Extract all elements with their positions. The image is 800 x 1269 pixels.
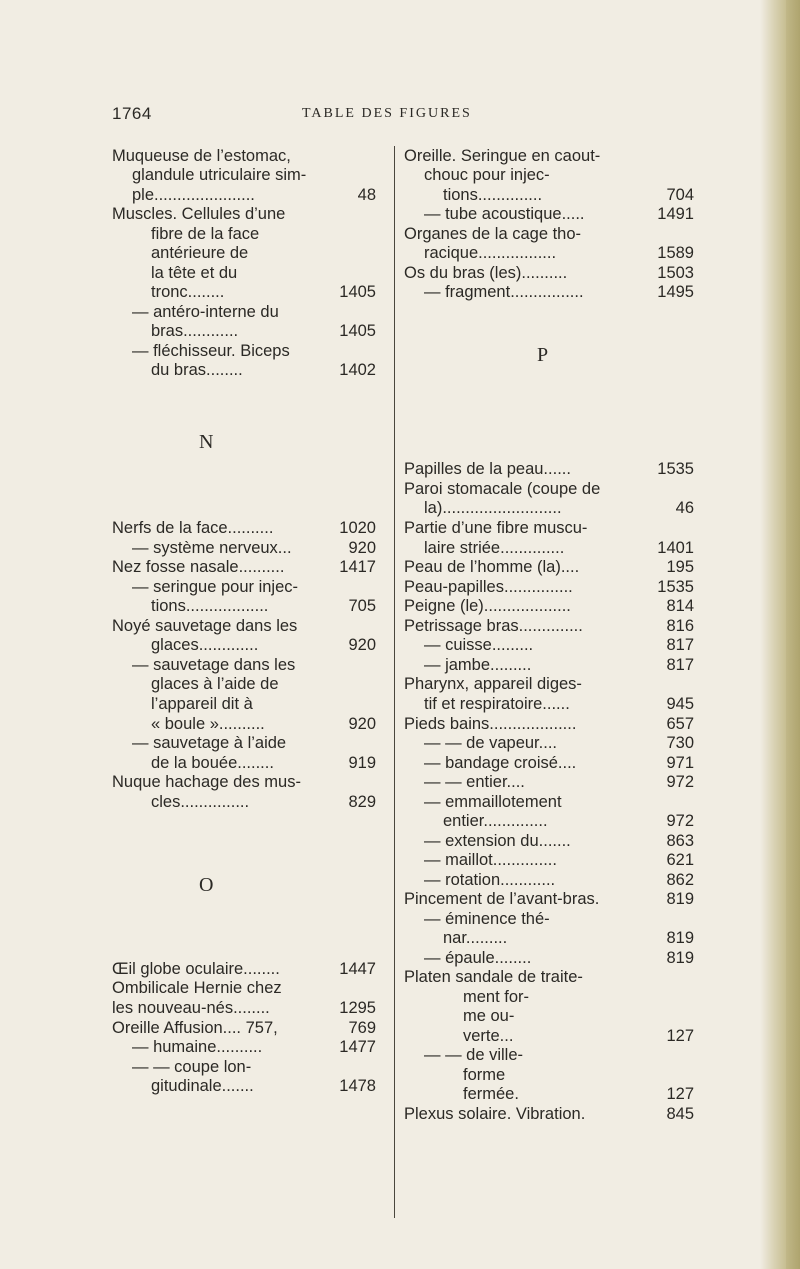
index-entry-text: Nez fosse nasale.......... <box>112 558 285 576</box>
index-entry-page-number: 1535 <box>657 460 694 478</box>
index-entry-text: Paroi stomacale (coupe de <box>404 480 601 498</box>
index-entry-text: Oreille. Seringue en caout- <box>404 147 601 165</box>
index-entry-text: — sauvetage dans les <box>132 656 296 674</box>
index-entry-text: — — de ville- <box>424 1046 524 1064</box>
index-entry-page-number: 1589 <box>657 244 694 262</box>
index-entry-text: la tête et du <box>151 264 238 282</box>
index-entry-text: du bras........ <box>151 361 243 379</box>
index-entry-page-number: 814 <box>666 597 694 615</box>
index-entry-text: Plexus solaire. Vibration. <box>404 1105 586 1123</box>
index-entry-text: laire striée.............. <box>424 539 565 557</box>
index-entry-text: bras............ <box>151 322 239 340</box>
index-entry-text: la).......................... <box>424 499 562 517</box>
index-entry-text: racique................. <box>424 244 557 262</box>
index-entry-text: cles............... <box>151 793 250 811</box>
index-entry-page-number: 920 <box>348 539 376 557</box>
index-entry-text: Petrissage bras.............. <box>404 617 583 635</box>
page-edge-binding <box>786 0 800 1269</box>
index-entry-text: Ombilicale Hernie chez <box>112 979 282 997</box>
index-entry-text: — fléchisseur. Biceps <box>132 342 290 360</box>
index-entry-text: — tube acoustique..... <box>424 205 585 223</box>
index-entry-page-number: 819 <box>666 890 694 908</box>
index-entry-text: les nouveau-nés........ <box>112 999 270 1017</box>
index-entry-text: ment for- <box>463 988 530 1006</box>
index-entry-page-number: 1477 <box>339 1038 376 1056</box>
running-title: TABLE DES FIGURES <box>302 106 472 121</box>
index-entry-page-number: 845 <box>666 1105 694 1123</box>
section-letter: N <box>199 431 214 453</box>
index-entry-text: Peigne (le)................... <box>404 597 571 615</box>
index-entry-page-number: 863 <box>666 832 694 850</box>
index-entry-page-number: 971 <box>666 754 694 772</box>
index-entry-text: Pincement de l’avant-bras. <box>404 890 600 908</box>
index-entry-text: — bandage croisé.... <box>424 754 577 772</box>
index-entry-page-number: 819 <box>666 949 694 967</box>
index-entry-text: — antéro-interne du <box>132 303 279 321</box>
index-entry-text: Œil globe oculaire........ <box>112 960 280 978</box>
index-entry-page-number: 1020 <box>339 519 376 537</box>
index-entry-text: — maillot.............. <box>424 851 557 869</box>
index-entry-text: antérieure de <box>151 244 249 262</box>
section-letter: O <box>199 874 214 896</box>
index-entry-text: glaces à l’aide de <box>151 675 279 693</box>
index-entry-text: — sauvetage à l’aide <box>132 734 287 752</box>
index-entry-page-number: 1405 <box>339 283 376 301</box>
index-entry-page-number: 657 <box>666 715 694 733</box>
index-entry-text: — seringue pour injec- <box>132 578 298 596</box>
index-entry-text: Muscles. Cellules d’une <box>112 205 286 223</box>
index-entry-page-number: 972 <box>666 812 694 830</box>
index-entry-page-number: 1503 <box>657 264 694 282</box>
index-entry-page-number: 705 <box>348 597 376 615</box>
index-entry-text: Pharynx, appareil diges- <box>404 675 582 693</box>
index-entry-page-number: 127 <box>666 1027 694 1045</box>
index-entry-text: Organes de la cage tho- <box>404 225 582 243</box>
index-entry-page-number: 1495 <box>657 283 694 301</box>
index-entry-page-number: 1401 <box>657 539 694 557</box>
index-entry-text: verte... <box>463 1027 514 1045</box>
index-entry-text: — fragment................ <box>424 283 584 301</box>
index-entry-text: Peau de l’homme (la).... <box>404 558 580 576</box>
index-entry-page-number: 1491 <box>657 205 694 223</box>
index-entry-text: Oreille Affusion.... 757, <box>112 1019 278 1037</box>
index-entry-page-number: 195 <box>666 558 694 576</box>
index-entry-text: — extension du....... <box>424 832 571 850</box>
index-entry-text: gitudinale....... <box>151 1077 254 1095</box>
index-entry-page-number: 704 <box>666 186 694 204</box>
index-entry-page-number: 48 <box>357 186 376 204</box>
index-entry-page-number: 920 <box>348 636 376 654</box>
index-entry-text: tronc........ <box>151 283 225 301</box>
index-entry-text: glaces............. <box>151 636 259 654</box>
index-entry-text: Nuque hachage des mus- <box>112 773 301 791</box>
index-entry-text: — système nerveux... <box>132 539 292 557</box>
index-entry-page-number: 730 <box>666 734 694 752</box>
index-entry-page-number: 127 <box>666 1085 694 1103</box>
index-entry-page-number: 919 <box>348 754 376 772</box>
index-entry-text: Partie d’une fibre muscu- <box>404 519 588 537</box>
index-entry-text: fermée. <box>463 1085 519 1103</box>
column-divider <box>394 146 395 1218</box>
index-entry-text: tif et respiratoire...... <box>424 695 570 713</box>
index-entry-page-number: 817 <box>666 656 694 674</box>
index-entry-page-number: 972 <box>666 773 694 791</box>
index-entry-page-number: 816 <box>666 617 694 635</box>
index-entry-page-number: 945 <box>666 695 694 713</box>
section-letter: P <box>537 344 549 366</box>
index-entry-text: — — entier.... <box>424 773 525 791</box>
index-entry-text: Muqueuse de l’estomac, <box>112 147 291 165</box>
index-entry-text: me ou- <box>463 1007 515 1025</box>
index-entry-text: de la bouée........ <box>151 754 274 772</box>
index-entry-text: tions.............. <box>443 186 543 204</box>
index-entry-text: tions.................. <box>151 597 269 615</box>
index-entry-text: — — coupe lon- <box>132 1058 252 1076</box>
page-number: 1764 <box>112 104 152 123</box>
index-entry-text: Pieds bains................... <box>404 715 577 733</box>
index-entry-page-number: 862 <box>666 871 694 889</box>
index-entry-text: — cuisse......... <box>424 636 534 654</box>
index-entry-text: — rotation............ <box>424 871 556 889</box>
index-entry-text: glandule utriculaire sim- <box>132 166 307 184</box>
index-entry-text: Platen sandale de traite- <box>404 968 583 986</box>
index-entry-text: — humaine.......... <box>132 1038 263 1056</box>
index-entry-text: Nerfs de la face.......... <box>112 519 274 537</box>
index-entry-page-number: 829 <box>348 793 376 811</box>
index-entry-text: fibre de la face <box>151 225 260 243</box>
index-entry-page-number: 1535 <box>657 578 694 596</box>
index-entry-page-number: 1405 <box>339 322 376 340</box>
index-entry-page-number: 1295 <box>339 999 376 1017</box>
index-entry-text: entier.............. <box>443 812 548 830</box>
page-header <box>112 104 720 128</box>
index-entry-text: chouc pour injec- <box>424 166 550 184</box>
index-entry-text: — épaule........ <box>424 949 532 967</box>
index-entry-text: nar......... <box>443 929 508 947</box>
index-entry-page-number: 46 <box>675 499 694 517</box>
index-entry-page-number: 1417 <box>339 558 376 576</box>
index-entry-text: « boule ».......... <box>151 715 265 733</box>
index-entry-page-number: 1478 <box>339 1077 376 1095</box>
index-entry-text: Os du bras (les).......... <box>404 264 568 282</box>
index-entry-text: forme <box>463 1066 506 1084</box>
index-entry-page-number: 819 <box>666 929 694 947</box>
index-entry-page-number: 920 <box>348 715 376 733</box>
index-entry-text: Papilles de la peau...... <box>404 460 571 478</box>
index-entry-text: l’appareil dit à <box>151 695 253 713</box>
index-entry-text: — — de vapeur.... <box>424 734 557 752</box>
index-entry-page-number: 817 <box>666 636 694 654</box>
index-entry-page-number: 1447 <box>339 960 376 978</box>
index-entry-text: — jambe......... <box>424 656 532 674</box>
index-entry-page-number: 1402 <box>339 361 376 379</box>
index-entry-text: Peau-papilles............... <box>404 578 573 596</box>
index-entry-text: — emmaillotement <box>424 793 562 811</box>
index-entry-page-number: 621 <box>666 851 694 869</box>
index-entry-text: Noyé sauvetage dans les <box>112 617 298 635</box>
index-entry-page-number: 769 <box>348 1019 376 1037</box>
index-entry-text: — éminence thé- <box>424 910 550 928</box>
index-entry-text: ple...................... <box>132 186 255 204</box>
